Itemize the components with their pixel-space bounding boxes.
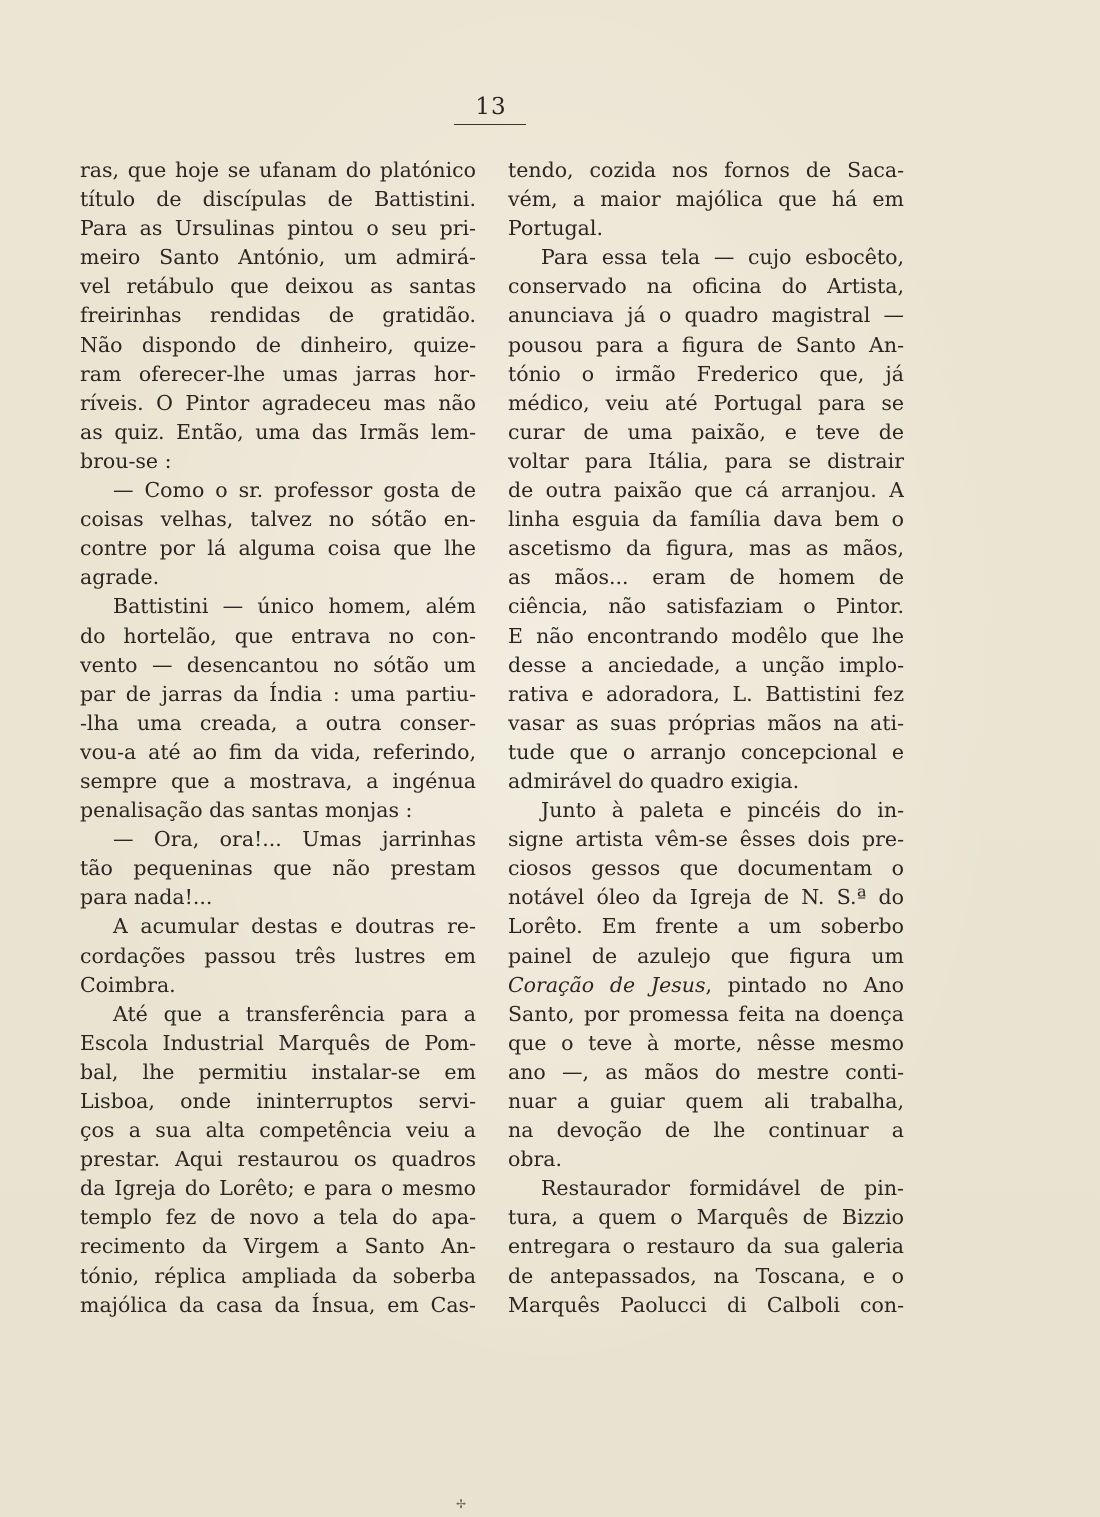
left-column-text-line: — Ora, ora!... Umas jarrinhas bbox=[113, 827, 476, 852]
left-column-text-line: penalisação das santas monjas : bbox=[80, 798, 413, 823]
line-text-post: , pintado no Ano bbox=[705, 972, 904, 997]
left-column-text-line: da Igreja do Lorêto; e para o mesmo bbox=[80, 1176, 476, 1201]
page-number: 13 bbox=[475, 94, 507, 120]
left-column-text-line: vel retábulo que deixou as santas bbox=[80, 274, 476, 299]
left-column-text-line: — Como o sr. professor gosta de bbox=[113, 478, 476, 503]
right-column-text-line: Portugal. bbox=[508, 216, 603, 241]
right-column-text-line: pousou para a figura de Santo An- bbox=[508, 332, 904, 357]
right-column-text-line: anunciava já o quadro magistral — bbox=[508, 303, 904, 328]
right-column-text-line: que o teve à morte, nêsse mesmo bbox=[508, 1030, 904, 1055]
right-column-text-line: Restaurador formidável de pin- bbox=[541, 1176, 904, 1201]
left-column-text-line: -lha uma creada, a outra conser- bbox=[80, 710, 476, 735]
right-column-text-line: curar de uma paixão, e teve de bbox=[508, 419, 904, 444]
left-column-text-line: prestar. Aqui restaurou os quadros bbox=[80, 1147, 476, 1172]
right-column-text-line: admirável do quadro exigia. bbox=[508, 768, 800, 793]
left-column-text-line: A acumular destas e doutras re- bbox=[113, 914, 476, 939]
right-column-text-line: vém, a maior majólica que há em bbox=[508, 187, 904, 212]
right-text-column bbox=[508, 156, 904, 1320]
right-column-text-line: ciosos gessos que documentam o bbox=[508, 856, 904, 881]
right-column-text-line: nuar a guiar quem ali trabalha, bbox=[508, 1089, 904, 1113]
left-column-text-line: ras, que hoje se ufanam do platónico bbox=[80, 158, 476, 182]
left-column-text-line: Para as Ursulinas pintou o seu pri- bbox=[80, 216, 476, 241]
left-column-text-line: meiro Santo António, um admirá- bbox=[80, 245, 476, 270]
left-column-text-line: bal, lhe permitiu instalar-se em bbox=[80, 1059, 476, 1084]
left-column-text-line: majólica da casa da Ínsua, em Cas- bbox=[80, 1292, 476, 1317]
right-column-text-line: notável óleo da Igreja de N. S.ª do bbox=[508, 885, 904, 910]
right-column-text-line: obra. bbox=[508, 1147, 563, 1172]
left-column-text-line: coisas velhas, talvez no sótão en- bbox=[80, 507, 476, 532]
left-column-text-line: título de discípulas de Battistini. bbox=[80, 187, 476, 212]
left-column-text-line: Escola Industrial Marquês de Pom- bbox=[80, 1030, 476, 1055]
right-column-text-line: ascetismo da figura, mas as mãos, bbox=[508, 536, 904, 561]
footer-ornament: ✢ bbox=[456, 1497, 467, 1511]
left-column-text-line: freirinhas rendidas de gratidão. bbox=[80, 303, 476, 328]
left-column-text-line: Lisboa, onde ininterruptos servi- bbox=[80, 1089, 476, 1113]
left-text-column bbox=[80, 156, 476, 1320]
left-column-text-line: sempre que a mostrava, a ingénua bbox=[80, 768, 476, 793]
right-column-text-line: de antepassados, na Toscana, e o bbox=[508, 1263, 904, 1288]
left-column-text-line: tão pequeninas que não prestam bbox=[80, 856, 476, 881]
left-column-text-line: ços a sua alta competência veiu a bbox=[80, 1118, 476, 1143]
right-column-text-line: ciência, não satisfaziam o Pintor. bbox=[508, 594, 904, 619]
left-column-text-line: Battistini — único homem, além bbox=[113, 594, 476, 619]
right-column-text-line: as mãos... eram de homem de bbox=[508, 565, 904, 590]
left-column-text-line: Até que a transferência para a bbox=[113, 1001, 476, 1026]
left-column-text-line: agrade. bbox=[80, 565, 160, 590]
right-column-text-line: E não encontrando modêlo que lhe bbox=[508, 623, 904, 648]
right-column-text-line: voltar para Itália, para se distrair bbox=[508, 448, 904, 473]
right-column-text-line: conservado na oficina do Artista, bbox=[508, 274, 904, 299]
right-column-text-line: linha esguia da família dava bem o bbox=[508, 507, 904, 532]
right-column-text-line: ano —, as mãos do mestre conti- bbox=[508, 1059, 904, 1084]
right-column-text-line: signe artista vêm-se êsses dois pre- bbox=[508, 827, 904, 852]
right-column-text-line: Para essa tela — cujo esbocêto, bbox=[541, 245, 904, 270]
left-column-text-line: brou-se : bbox=[80, 448, 172, 473]
right-column-text-line: desse a anciedade, a unção implo- bbox=[508, 652, 904, 677]
left-column-text-line: ríveis. O Pintor agradeceu mas não bbox=[80, 390, 476, 415]
right-column-text-line: de outra paixão que cá arranjou. A bbox=[508, 478, 904, 503]
left-column-text-line: contre por lá alguma coisa que lhe bbox=[80, 536, 476, 561]
left-column-text-line: do hortelão, que entrava no con- bbox=[80, 623, 476, 648]
left-column-text-line: Não dispondo de dinheiro, quize- bbox=[80, 332, 476, 357]
left-column-text-line: as quiz. Então, uma das Irmãs lem- bbox=[80, 419, 476, 444]
left-column-text-line: tónio, réplica ampliada da soberba bbox=[80, 1263, 476, 1288]
right-column-text-line: tónio o irmão Frederico que, já bbox=[508, 361, 904, 386]
page-number-rule bbox=[454, 124, 526, 125]
right-column-text-line: tura, a quem o Marquês de Bizzio bbox=[508, 1205, 904, 1230]
right-column-text-line: na devoção de lhe continuar a bbox=[508, 1118, 904, 1143]
left-column-text-line: Coimbra. bbox=[80, 972, 176, 997]
right-column-text-line: painel de azulejo que figura um bbox=[508, 943, 904, 968]
left-column-text-line: par de jarras da Índia : uma partiu- bbox=[80, 681, 476, 706]
left-column-text-line: cordações passou três lustres em bbox=[80, 943, 476, 968]
left-column-text-line: para nada!... bbox=[80, 885, 213, 910]
right-column-text-line: Lorêto. Em frente a um soberbo bbox=[508, 914, 904, 939]
italic-title: Coração de Jesus bbox=[508, 972, 706, 997]
left-column-text-line: vou-a até ao fim da vida, referindo, bbox=[80, 739, 476, 764]
left-column-text-line: ram oferecer-lhe umas jarras hor- bbox=[80, 361, 476, 386]
right-column-text-line: Junto à paleta e pincéis do in- bbox=[541, 798, 904, 823]
right-column-text-line: médico, veiu até Portugal para se bbox=[508, 390, 904, 415]
left-column-text-line: recimento da Virgem a Santo An- bbox=[80, 1234, 476, 1259]
right-column-text-line: rativa e adoradora, L. Battistini fez bbox=[508, 681, 904, 706]
right-column-text-line: tendo, cozida nos fornos de Saca- bbox=[508, 158, 904, 182]
right-column-text-line: vasar as suas próprias mãos na ati- bbox=[508, 710, 904, 735]
right-column-text-line: Santo, por promessa feita na doença bbox=[508, 1001, 904, 1026]
left-column-text-line: templo fez de novo a tela do apa- bbox=[80, 1205, 476, 1230]
right-column-text-line: entregara o restauro da sua galeria bbox=[508, 1234, 904, 1259]
right-column-text-line: Marquês Paolucci di Calboli con- bbox=[508, 1292, 904, 1317]
right-column-text-line bbox=[508, 971, 904, 1000]
left-column-text-line: vento — desencantou no sótão um bbox=[80, 652, 476, 677]
right-column-text-line: tude que o arranjo concepcional e bbox=[508, 739, 904, 764]
